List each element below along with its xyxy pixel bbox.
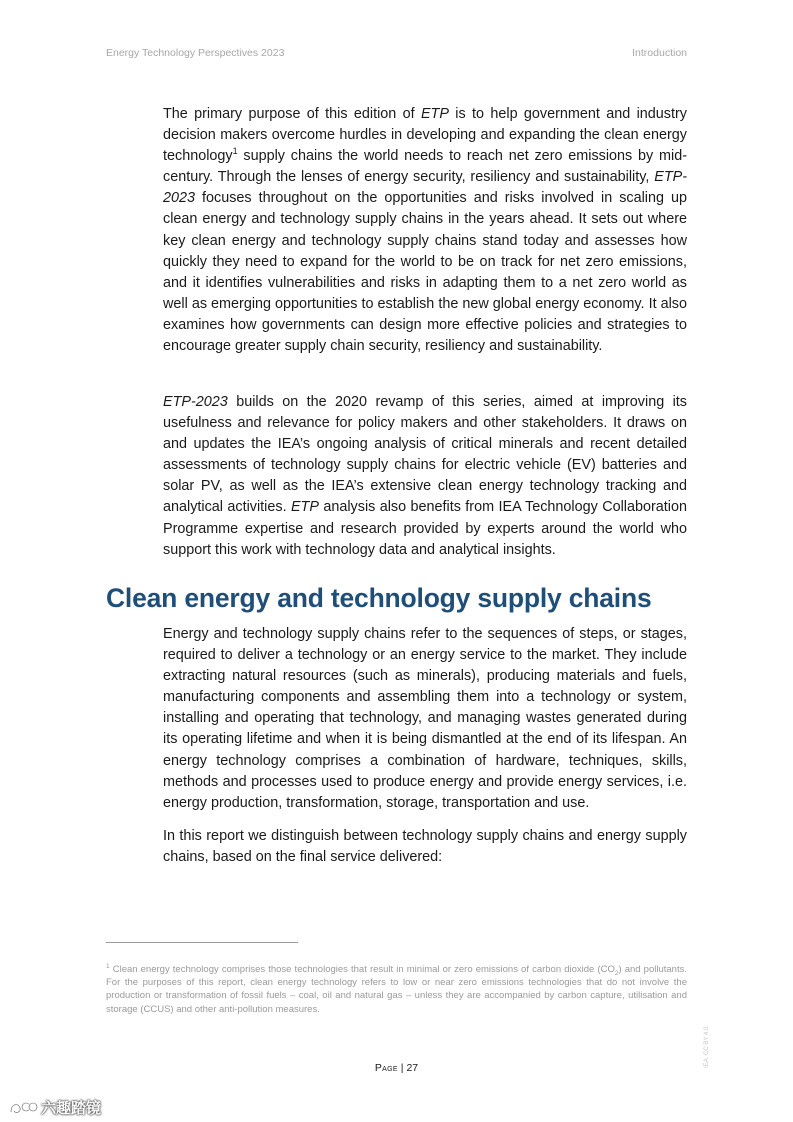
- text-run: focuses throughout on the opportunities and risks involved in scaling up clean energy and technology supply chains in the years ahead. It sets out where key clean energy and technology supply chains stand today and assesses how quickly they need to expand for the world to be on track for net zero emissions, and it identifies vulnerabilities and risks in adapting them to a net zero world as well as emerging opportunities to establish the new global energy economy. It also examines how governments can design more effective policies and strategies to encourage greater supply chain security, resiliency and sustainability.: [163, 190, 687, 355]
- page-separator: |: [397, 1062, 407, 1074]
- section-heading: Clean energy and technology supply chains: [106, 583, 652, 613]
- section-paragraph-1: [163, 624, 687, 814]
- text-run: The primary purpose of this edition of: [163, 106, 421, 122]
- text-run: supply chains the world needs to reach net zero emissions by mid-century. Through the lenses of energy security, resiliency and sustainability,: [163, 148, 687, 186]
- running-header: [106, 47, 687, 59]
- publication-title: Energy Technology Perspectives 2023: [106, 47, 285, 59]
- section-paragraph-2: [163, 826, 687, 868]
- intro-paragraph-1: [163, 104, 687, 357]
- etp-italic: ETP: [420, 106, 449, 122]
- footnote: [106, 963, 687, 1016]
- etp-italic: ETP: [290, 499, 319, 516]
- watermark-text: 六趣踏镜: [41, 1100, 102, 1117]
- text-run: is to help government and industry decision makers overcome hurdles in developing and expanding the clean energy technology: [163, 106, 687, 165]
- etp-2023-italic: ETP-2023: [163, 394, 228, 410]
- text-run: analysis also benefits from IEA Technology Collaboration Programme expertise and research provided by experts around the world who support this work with technology data and analytical insights.: [163, 499, 687, 558]
- footnote-divider: [106, 942, 298, 943]
- etp-2023-italic: ETP-2023: [163, 169, 687, 207]
- watermark: [8, 1097, 101, 1118]
- license-notice: IEA. CC BY 4.0.: [704, 1025, 710, 1068]
- text-run: Energy and technology supply chains refer to the sequences of steps, or stages, required to deliver a technology or an energy service to the market. They include extracting natural resources (such as minerals), producing materials and fuels, manufacturing components and assembling them into a technology or system, installing and operating that technology, and managing wastes generated during its operating lifetime and when it is being dismantled at the end of its lifespan. An energy technology comprises a combination of hardware, techniques, skills, methods and processes used to produce energy and provide energy services, i.e. energy production, transformation, storage, transportation and use.: [163, 626, 687, 811]
- intro-paragraph-2: [163, 392, 687, 561]
- watermark-logo-icon: [8, 1100, 38, 1116]
- text-run: Clean energy technology comprises those technologies that result in minimal or zero emissions of carbon dioxide (CO: [109, 964, 615, 975]
- text-run: builds on the 2020 revamp of this series, aimed at improving its usefulness and relevance for policy makers and other stakeholders. It draws on and updates the IEA’s ongoing analysis of critical minerals and recent detailed assessments of technology supply chains for electric vehicle (EV) batteries and solar PV, as well as the IEA’s extensive clean energy technology tracking and analytical activities.: [163, 394, 687, 516]
- chapter-title: Introduction: [632, 47, 687, 59]
- subscript: 2: [614, 969, 619, 977]
- text-run: In this report we distinguish between technology supply chains and energy supply chains, based on the final service delivered:: [163, 828, 687, 866]
- page-number: 27: [406, 1062, 419, 1074]
- page-label: Page: [374, 1062, 398, 1074]
- text-run: ) and pollutants. For the purposes of this report, clean energy technology refers to low or near zero emissions technologies that do not involve the production or transformation of fossil fuels – coal, oil and natural gas – unless they are accompanied by carbon capture, utilisation and storage (CCUS) and other anti-pollution measures.: [106, 964, 687, 1015]
- page-footer: [0, 1062, 793, 1074]
- footnote-marker: 1: [106, 963, 110, 970]
- footnote-ref[interactable]: 1: [232, 146, 238, 157]
